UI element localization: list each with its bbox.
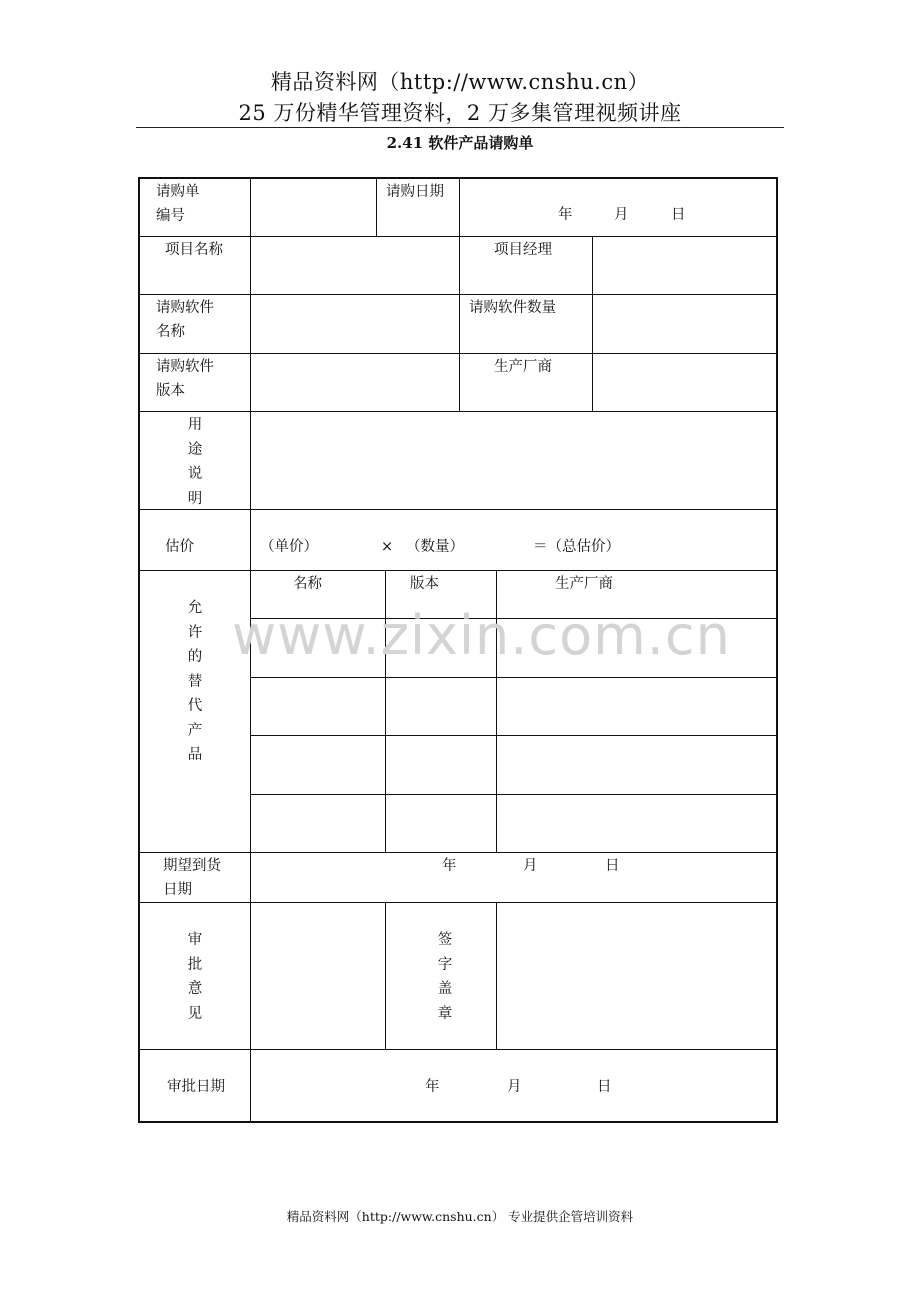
alt-header-name: 名称 xyxy=(293,576,322,592)
label-request-date: 请购日期 xyxy=(386,184,444,200)
header-line-1: 精品资料网（http://www.cnshu.cn） xyxy=(270,70,650,94)
approval-day: 日 xyxy=(597,1079,612,1095)
date-month: 月 xyxy=(614,207,629,223)
row-line xyxy=(138,570,778,571)
column-line xyxy=(592,236,593,411)
approval-year: 年 xyxy=(425,1079,440,1095)
row-line xyxy=(138,902,778,903)
label-signature: 签字盖章 xyxy=(437,932,453,1022)
row-line xyxy=(250,794,778,795)
label-alternatives: 允许的替代产品 xyxy=(187,600,203,763)
row-line xyxy=(138,1049,778,1050)
label-project-name: 项目名称 xyxy=(165,242,223,258)
label-software-quantity: 请购软件数量 xyxy=(469,300,556,316)
label-expected-date: 期望到货 日期 xyxy=(163,858,221,898)
label-estimate: 估价 xyxy=(165,539,194,555)
total-estimate: ＝（总估价） xyxy=(533,539,620,555)
label-purpose: 用途说明 xyxy=(187,417,203,507)
alt-header-version: 版本 xyxy=(410,576,439,592)
column-line xyxy=(385,902,386,1049)
form-title: 2.41 软件产品请购单 xyxy=(386,134,534,152)
unit-price: （单价） xyxy=(260,539,318,555)
label-manufacturer: 生产厂商 xyxy=(494,359,552,375)
footer: 精品资料网（http://www.cnshu.cn） 专业提供企管培训资料 xyxy=(286,1209,634,1224)
column-line xyxy=(376,177,377,236)
row-line xyxy=(138,353,778,354)
column-line xyxy=(496,902,497,1049)
expected-day: 日 xyxy=(605,858,620,874)
column-line xyxy=(459,177,460,411)
row-line xyxy=(138,411,778,412)
quantity: （数量） xyxy=(406,539,464,555)
date-year: 年 xyxy=(558,207,573,223)
expected-month: 月 xyxy=(523,858,538,874)
header-rule xyxy=(136,127,784,128)
times-sign: × xyxy=(381,539,394,555)
alt-header-manufacturer: 生产厂商 xyxy=(555,576,613,592)
label-approval-date: 审批日期 xyxy=(167,1079,225,1095)
row-line xyxy=(250,735,778,736)
label-project-manager: 项目经理 xyxy=(494,242,552,258)
date-day: 日 xyxy=(671,207,686,223)
label-approval-opinion: 审批意见 xyxy=(187,932,203,1022)
row-line xyxy=(138,236,778,237)
approval-month: 月 xyxy=(507,1079,522,1095)
header-line-2: 25 万份精华管理资料，2 万多集管理视频讲座 xyxy=(238,101,682,125)
row-line xyxy=(138,294,778,295)
row-line xyxy=(138,509,778,510)
row-line xyxy=(138,852,778,853)
label-software-name: 请购软件 名称 xyxy=(156,300,214,340)
row-line xyxy=(250,677,778,678)
label-request-number: 请购单 编号 xyxy=(156,184,200,224)
watermark: www.zixin.com.cn xyxy=(232,604,731,667)
label-software-version: 请购软件 版本 xyxy=(156,359,214,399)
expected-year: 年 xyxy=(442,858,457,874)
